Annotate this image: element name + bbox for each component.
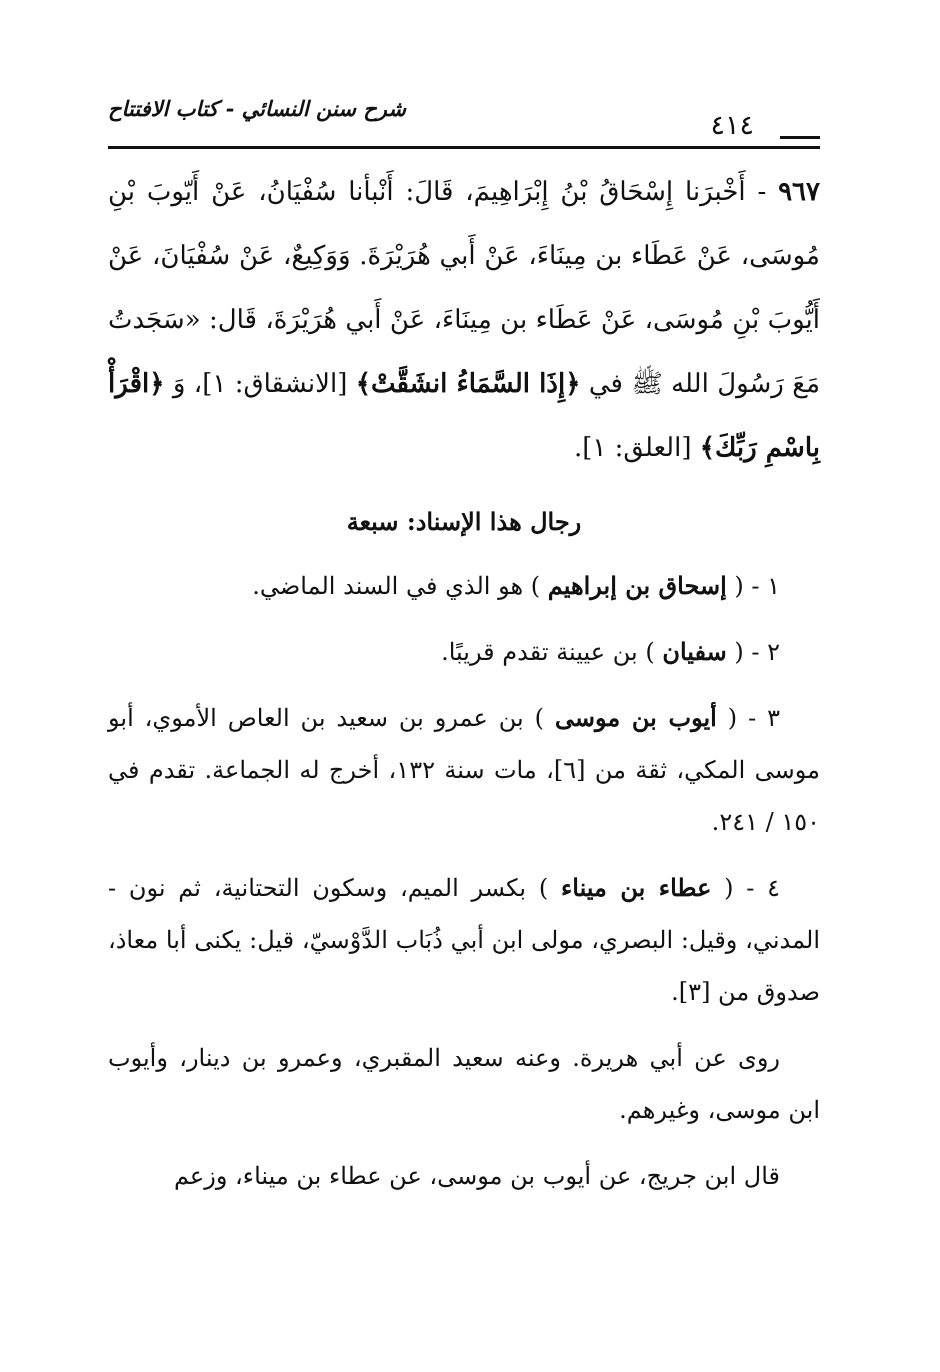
section-heading: رجال هذا الإسناد: سبعة xyxy=(346,507,582,536)
narrator-name: أيوب بن موسى xyxy=(554,703,717,732)
note-text: ) هو الذي في السند الماضي. xyxy=(252,572,548,600)
running-head xyxy=(108,96,820,141)
narrator-note xyxy=(108,692,820,848)
note-prefix: ٣ - ( xyxy=(716,704,781,732)
body-paragraph xyxy=(108,1150,820,1202)
paragraph-text: قال ابن جريج، عن أيوب بن موسى، عن عطاء بن ميناء، وزعم xyxy=(173,1162,780,1190)
page-number: ٤١٤ xyxy=(710,110,754,141)
page-number-rule xyxy=(780,136,820,139)
note-prefix: ٤ - ( xyxy=(711,874,781,902)
verse-reference: [العلق: ١]. xyxy=(573,433,700,463)
body-text xyxy=(108,160,820,1216)
header-rule xyxy=(108,146,820,149)
narrator-name: إسحاق بن إبراهيم xyxy=(547,571,727,600)
quran-verse: ﴿إِذَا السَّمَاءُ انشَقَّتْ﴾ xyxy=(355,369,581,399)
note-prefix: ١ - ( xyxy=(726,572,780,600)
note-text: ) بن عمرو بن سعيد بن العاص الأموي، أبو موسى المكي، ثقة من [٦]، مات سنة ١٣٢، أخرج له الجماعة. تقدم في ١٥٠ / ٢٤١. xyxy=(108,704,821,836)
running-title: شرح سنن النسائي - كتاب الافتتاح xyxy=(108,96,406,121)
hadith-text: - أَخْبرَنا إِسْحَاقُ بْنُ إِبْرَاهِيمَ، قَالَ: أَنْبأنا سُفْيَانُ، عَنْ أَيّوبَ بْنِ مُوسَى، عَنْ عَطَاء بن مِينَاءَ، عَنْ أَبي هُرَيْرَةَ. وَوَكِيعٌ، عَنْ سُفْيَانَ، عَنْ أَيُّوبَ بْنِ مُوسَى، عَنْ عَطَاء بن مِينَاءَ، عَنْ أَبي هُرَيْرَةَ، قَال: «سَجَدتُ مَعَ رَسُولَ الله ﷺ في xyxy=(108,177,821,399)
hadith-number: ٩٦٧ xyxy=(778,177,820,207)
paragraph-text: روى عن أبي هريرة. وعنه سعيد المقبري، وعمرو بن دينار، وأيوب ابن موسى، وغيرهم. xyxy=(108,1044,820,1124)
narrator-note xyxy=(108,862,820,1018)
note-prefix: ٢ - ( xyxy=(726,638,780,666)
narrator-note xyxy=(108,626,820,678)
note-text: ) بن عيينة تقدم قريبًا. xyxy=(441,638,663,666)
quran-verse: ﴿اقْرَأْ بِاسْمِ رَبِّكَ﴾ xyxy=(108,369,820,463)
hadith-paragraph xyxy=(108,160,820,480)
narrator-note xyxy=(108,560,820,612)
body-paragraph xyxy=(108,1032,820,1136)
narrator-name: عطاء بن ميناء xyxy=(560,873,712,902)
note-text: ) بكسر الميم، وسكون التحتانية، ثم نون - المدني، وقيل: البصري، مولى ابن أبي ذُبَاب الدَّوْسيّ، قيل: يكنى أبا معاذ، صدوق من [٣]. xyxy=(108,874,820,1006)
verse-reference: [الانشقاق: ١]، وَ xyxy=(164,369,356,399)
narrator-name: سفيان xyxy=(662,637,727,666)
